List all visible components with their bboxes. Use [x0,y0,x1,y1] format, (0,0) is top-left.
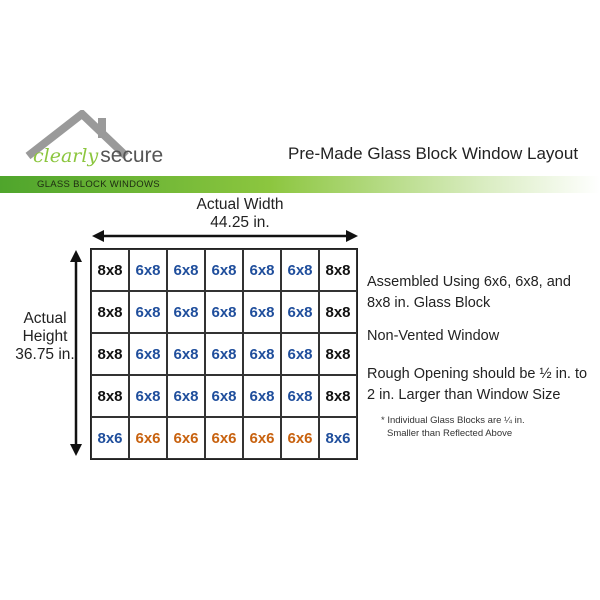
glass-block-cell: 6x8 [205,333,243,375]
glass-block-cell: 6x8 [205,249,243,291]
glass-block-cell: 6x8 [205,291,243,333]
glass-block-cell: 8x8 [91,249,129,291]
glass-block-cell: 6x8 [243,249,281,291]
glass-block-cell: 8x8 [319,249,357,291]
glass-block-cell: 6x8 [243,291,281,333]
glass-block-cell: 6x8 [281,249,319,291]
footnote-line2: Smaller than Reflected Above [387,428,513,439]
glass-block-cell: 8x8 [319,291,357,333]
glass-block-cell: 6x6 [129,417,167,459]
footnote-line1: * Individual Glass Blocks are ¼ in. [381,415,525,426]
height-arrow [70,250,82,456]
glass-block-cell: 6x8 [167,249,205,291]
glass-block-cell: 6x8 [167,375,205,417]
glass-block-cell: 8x6 [319,417,357,459]
glass-block-cell: 8x8 [319,375,357,417]
glass-block-cell: 6x8 [129,333,167,375]
glass-block-cell: 6x8 [243,375,281,417]
glass-block-cell: 8x8 [319,333,357,375]
glass-block-cell: 8x6 [91,417,129,459]
note-vent: Non-Vented Window [367,328,500,344]
glass-block-cell: 6x8 [205,375,243,417]
width-label-title: Actual Width [196,196,284,213]
glass-block-cell: 6x8 [281,291,319,333]
glass-block-cell: 6x8 [129,249,167,291]
brand-tagline: GLASS BLOCK WINDOWS [37,179,160,190]
page-title: Pre-Made Glass Block Window Layout [288,144,579,163]
glass-block-cell: 6x8 [129,291,167,333]
glass-block-cell: 6x8 [129,375,167,417]
glass-block-cell: 6x8 [243,333,281,375]
glass-block-cell: 6x8 [281,333,319,375]
glass-block-cell: 8x8 [91,291,129,333]
brand-name-part1: clearly [33,145,99,167]
glass-block-cell: 6x8 [167,333,205,375]
glass-block-grid [90,248,358,460]
height-label-line2: Height [22,328,68,345]
glass-block-cell: 6x6 [243,417,281,459]
height-label-value: 36.75 in. [15,346,75,363]
width-arrow [92,230,358,242]
glass-block-cell: 6x6 [167,417,205,459]
glass-block-cell: 6x6 [281,417,319,459]
footnote [381,414,525,440]
glass-block-cell: 8x8 [91,375,129,417]
glass-block-cell: 6x8 [281,375,319,417]
note-rough-opening: Rough Opening should be ½ in. to 2 in. Larger than Window Size [367,366,588,403]
glass-block-cell: 6x6 [205,417,243,459]
width-label-value: 44.25 in. [210,214,270,231]
brand-name-part2: secure [100,144,164,167]
height-label-line1: Actual [23,310,67,327]
glass-block-cell: 8x8 [91,333,129,375]
note-assembled: Assembled Using 6x6, 6x8, and 8x8 in. Glass Block [367,274,571,311]
glass-block-cell: 6x8 [167,291,205,333]
